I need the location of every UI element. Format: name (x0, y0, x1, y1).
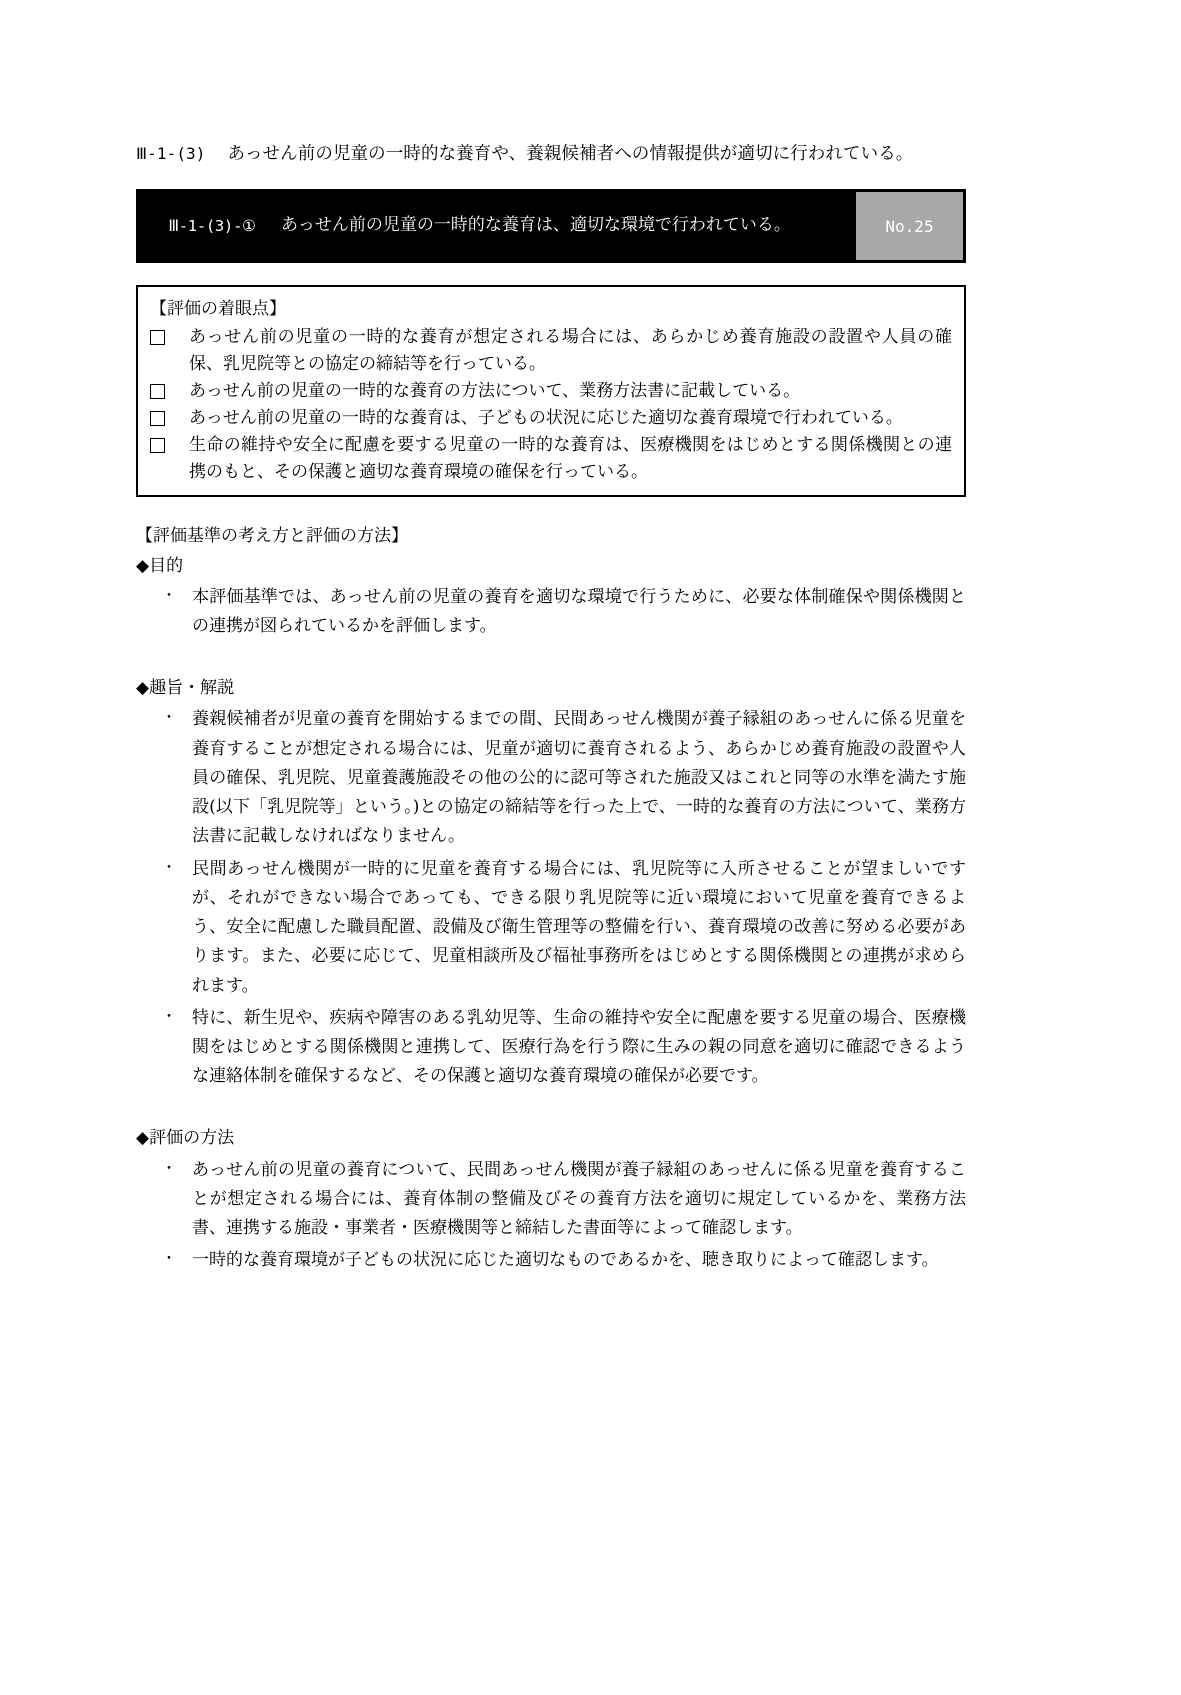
bullet-dot-icon: ・ (161, 1158, 177, 1177)
checkbox-icon[interactable] (150, 438, 165, 453)
body-bullet-text: 民間あっせん機関が一時的に児童を養育する場合には、乳児院等に入所させることが望ましいですが、それができない場合であっても、できる限り乳児院等に近い環境において児童を養育できるよう、安全に配慮した職員配置、設備及び衛生管理等の整備を行い、養育環境の改善に努める必要があります。また、必要に応じて、児童相談所及び福祉事務所をはじめとする関係機関との連携が求められます。 (192, 858, 966, 996)
criterion-bar (136, 189, 966, 263)
body-bullet-text: 特に、新生児や、疾病や障害のある乳幼児等、生命の維持や安全に配慮を要する児童の場合、医療機関をはじめとする関係機関と連携して、医療行為を行う際に生みの親の同意を適切に確認できるような連絡体制を確保するなど、その保護と適切な養育環境の確保が必要です。 (192, 1007, 966, 1087)
bullet-dot-icon: ・ (161, 857, 177, 876)
body-section-heading-explanation: ◆趣旨・解説 (136, 678, 235, 699)
checkpoint-item-label: あっせん前の児童の一時的な養育の方法について、業務方法書に記載している。 (189, 380, 801, 401)
checkpoint-item-label: 生命の維持や安全に配慮を要する児童の一時的な養育は、医療機関をはじめとする関係機関との連携のもと、その保護と適切な養育環境の確保を行っている。 (189, 434, 952, 482)
section-heading-text: あっせん前の児童の一時的な養育や、養親候補者への情報提供が適切に行われている。 (227, 144, 914, 164)
body-bullet (136, 1156, 966, 1244)
checkpoint-box (136, 285, 966, 497)
checkpoint-box-title: 【評価の着眼点】 (150, 299, 286, 320)
checkpoint-item-label: あっせん前の児童の一時的な養育は、子どもの状況に応じた適切な養育環境で行われている。 (189, 407, 903, 428)
page-content (136, 140, 966, 1276)
body-bullet (136, 1004, 966, 1092)
checkpoint-item (150, 378, 952, 405)
body-section-heading-purpose: ◆目的 (136, 555, 184, 576)
body-bullet (136, 583, 966, 641)
checkpoint-item-label: あっせん前の児童の一時的な養育が想定される場合には、あらかじめ養育施設の設置や人員の確保、乳児院等との協定の締結等を行っている。 (189, 327, 952, 375)
section-heading (136, 140, 966, 168)
body-bullet-text: 本評価基準では、あっせん前の児童の養育を適切な環境で行うために、必要な体制確保や関係機関との連携が図られているかを評価します。 (192, 586, 966, 636)
checkbox-icon[interactable] (150, 330, 165, 345)
body-bullet-text: 養親候補者が児童の養育を開始するまでの間、民間あっせん機関が養子縁組のあっせんに係る児童を養育することが想定される場合には、児童が適切に養育されるよう、あらかじめ養育施設の設置や人員の確保、乳児院、児童養護施設その他の公的に認可等された施設又はこれと同等の水準を満たす施設(以下「乳児院等」という。)との協定の締結等を行った上で、一時的な養育の方法について、業務方法書に記載しなければなりません。 (192, 709, 966, 847)
body-bullet-text: 一時的な養育環境が子どもの状況に応じた適切なものであるかを、聴き取りによって確認します。 (192, 1250, 939, 1271)
bullet-dot-icon: ・ (161, 1006, 177, 1025)
body-title: 【評価基準の考え方と評価の方法】 (136, 526, 408, 547)
checkpoint-item (150, 432, 952, 486)
criterion-text: あっせん前の児童の一時的な養育は、適切な環境で行われている。 (281, 215, 791, 236)
checkbox-icon[interactable] (150, 384, 165, 399)
bullet-dot-icon: ・ (161, 585, 177, 604)
bullet-dot-icon: ・ (161, 1249, 177, 1268)
body-section-heading-method: ◆評価の方法 (136, 1128, 235, 1149)
bullet-dot-icon: ・ (161, 708, 177, 727)
criterion-text-wrap (281, 192, 853, 260)
body-bullet (136, 855, 966, 1001)
checkpoint-item (150, 405, 952, 432)
checkbox-icon[interactable] (150, 411, 165, 426)
criterion-number-badge: No.25 (853, 192, 963, 260)
section-heading-number: Ⅲ-1-(3) (136, 144, 206, 163)
body-bullet-text: あっせん前の児童の養育について、民間あっせん機関が養子縁組のあっせんに係る児童を養育することが想定される場合には、養育体制の整備及びその養育方法を適切に規定しているかを、業務方法書、連携する施設・事業者・医療機関等と締結した書面等によって確認します。 (192, 1159, 966, 1239)
body-bullet (136, 1246, 966, 1275)
body-bullet (136, 705, 966, 851)
checkpoint-item (150, 324, 952, 378)
criterion-id: Ⅲ-1-(3)-① (168, 217, 256, 236)
